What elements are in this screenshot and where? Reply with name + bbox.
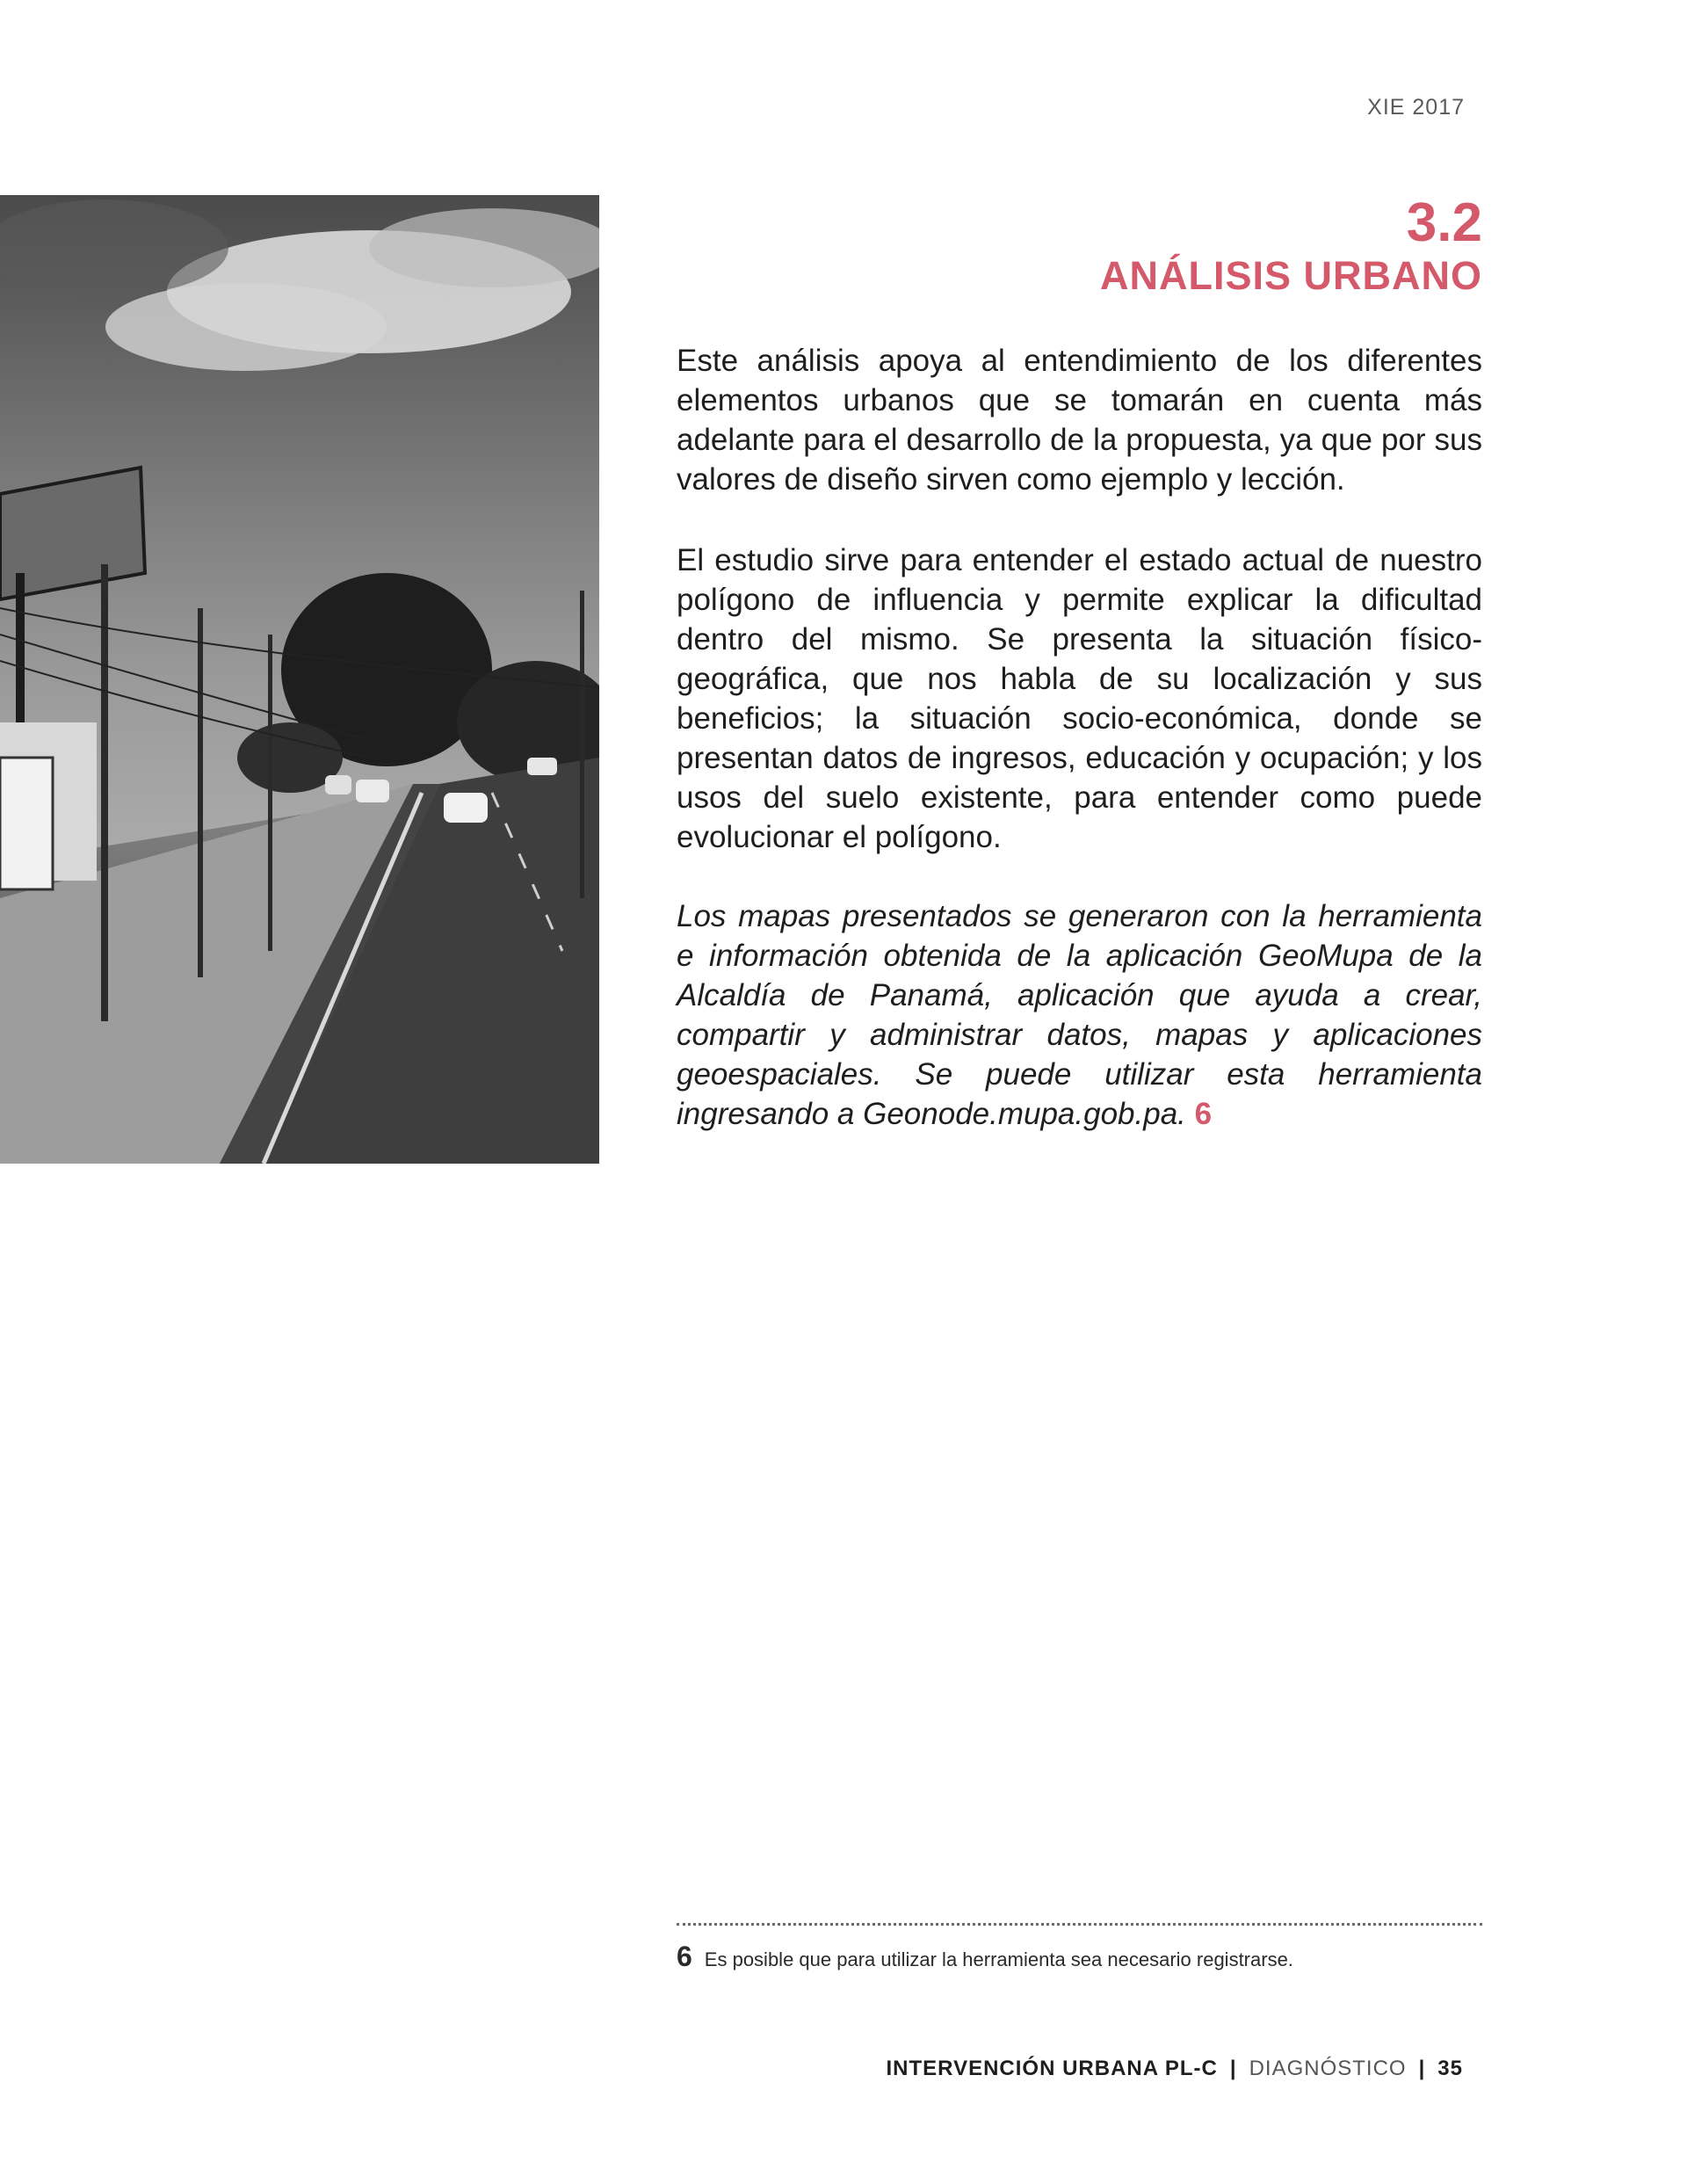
footer-chapter: DIAGNÓSTICO — [1249, 2057, 1407, 2080]
page-number: 35 — [1437, 2057, 1463, 2080]
page-footer — [887, 2057, 1464, 2081]
footer-title: INTERVENCIÓN URBANA PL-C — [886, 2057, 1218, 2080]
street-photo — [0, 195, 599, 1164]
footer-separator: | — [1229, 2057, 1237, 2080]
footnote-reference[interactable]: 6 — [1194, 1097, 1213, 1131]
paragraph-maps-text: Los mapas presentados se generaron con la herramienta e información obtenida de la aplicación GeoMupa de la Alcaldía de Panamá, aplicación que ayuda a crear, compartir y administrar datos, mapas y aplicaciones geoespaciales. Se puede utilizar esta herramienta ingresando a Geonode.mupa.gob.pa. — [677, 899, 1482, 1131]
section-title: ANÁLISIS URBANO — [1099, 253, 1482, 298]
footnote-text: Es posible que para utilizar la herramienta sea necesario registrarse. — [704, 1948, 1293, 1970]
paragraph-study: El estudio sirve para entender el estado actual de nuestro polígono de influencia y permite explicar la dificultad dentro del mismo. Se presenta la situación físico-geográfica, que nos habla de su localización y sus beneficios; la situación socio-económica, donde se presentan datos de ingresos, educación y ocupación; y los usos del suelo existente, para entender como puede evolucionar el polígono. — [677, 543, 1482, 854]
footer-separator-2: | — [1418, 2057, 1426, 2080]
footnote-divider — [677, 1923, 1482, 1926]
footnote — [677, 1941, 1293, 1973]
paragraph-intro: Este análisis apoya al entendimiento de los diferentes elementos urbanos que se tomarán en cuenta más adelante para el desarrollo de la propuesta, ya que por sus valores de diseño sirven como ejemplo y lección. — [677, 344, 1482, 497]
header-tag: XIE 2017 — [1367, 95, 1465, 120]
section-number: 3.2 — [1406, 192, 1482, 253]
footnote-number: 6 — [677, 1941, 692, 1972]
paragraph-maps — [677, 896, 1482, 1134]
